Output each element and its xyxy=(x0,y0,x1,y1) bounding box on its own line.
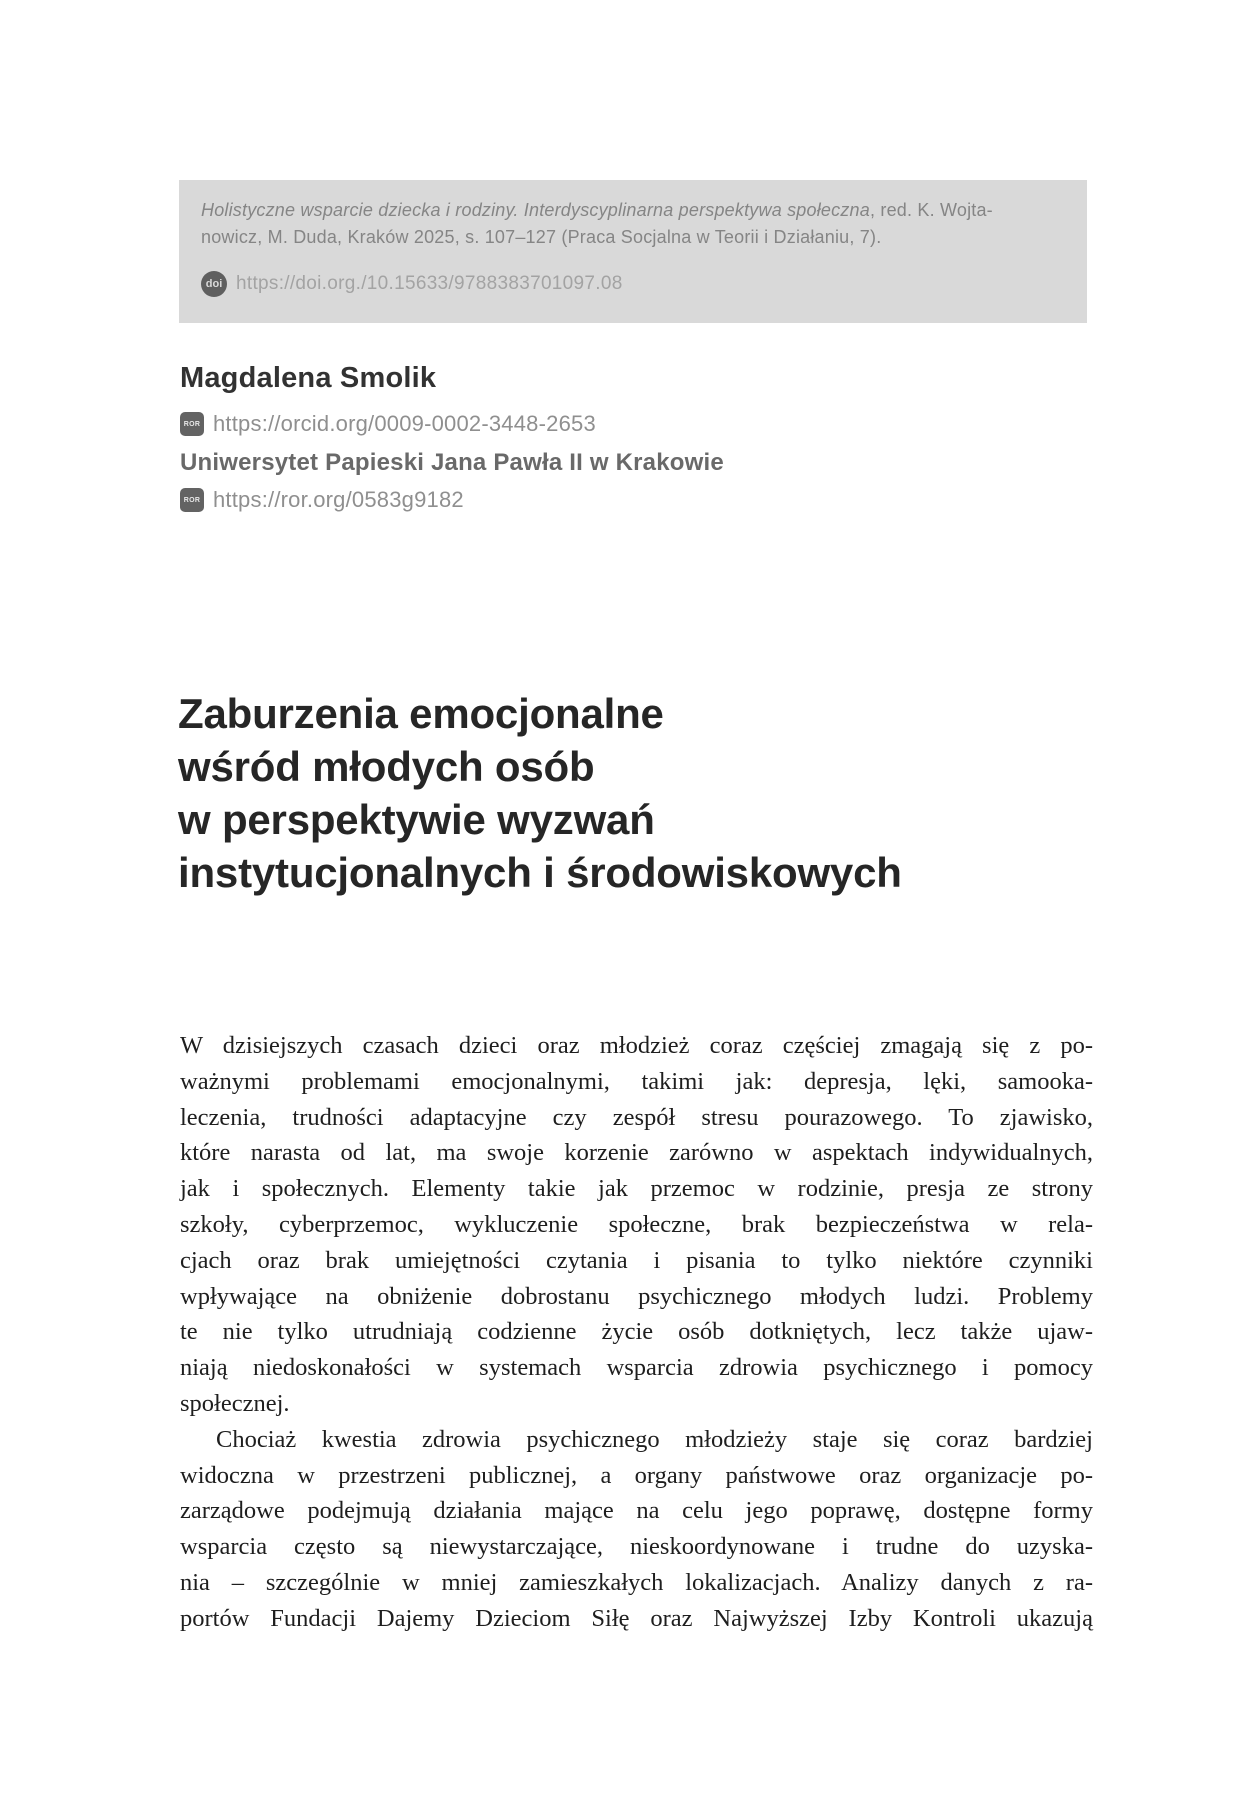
citation-line-1 xyxy=(201,197,1065,224)
body-line: cjach oraz brak umiejętności czytania i pisania to tylko niektóre czynniki xyxy=(180,1246,1093,1274)
body-line: szkoły, cyberprzemoc, wykluczenie społeczne, brak bezpieczeństwa w rela- xyxy=(180,1210,1093,1238)
body-text xyxy=(180,1028,1093,1637)
doi-row xyxy=(201,271,1065,297)
body-line: zarządowe podejmują działania mające na celu jego poprawę, dostępne formy xyxy=(180,1497,1093,1525)
author-name: Magdalena Smolik xyxy=(180,362,437,394)
chapter-title-line: instytucjonalnych i środowiskowych xyxy=(178,849,902,896)
citation-editors-part: , red. K. Wojta- xyxy=(869,200,993,220)
orcid-icon[interactable]: ROR xyxy=(180,412,204,436)
author-affiliation: Uniwersytet Papieski Jana Pawła II w Krakowie xyxy=(180,449,724,476)
body-line: portów Fundacji Dajemy Dzieciom Siłę oraz Najwyższej Izby Kontroli ukazują xyxy=(180,1604,1093,1632)
body-line: W dzisiejszych czasach dzieci oraz młodzież coraz częściej zmagają się z po- xyxy=(180,1032,1093,1059)
orcid-row[interactable] xyxy=(180,411,596,437)
citation-box xyxy=(179,180,1087,323)
ror-link[interactable]: https://ror.org/0583g9182 xyxy=(213,487,464,512)
doi-link[interactable]: https://doi.org./10.15633/9788383701097.08 xyxy=(236,273,623,294)
body-line: niają niedoskonałości w systemach wsparcia zdrowia psychicznego i pomocy xyxy=(180,1354,1093,1382)
orcid-link[interactable]: https://orcid.org/0009-0002-3448-2653 xyxy=(213,411,596,436)
body-line: które narasta od lat, ma swoje korzenie zarówno w aspektach indywidualnych, xyxy=(180,1139,1093,1167)
body-line: społecznej. xyxy=(180,1389,290,1417)
doi-icon[interactable]: doi xyxy=(201,271,227,297)
body-line: wsparcia często są niewystarczające, nieskoordynowane i trudne do uzyska- xyxy=(180,1533,1093,1561)
body-line: widoczna w przestrzeni publicznej, a organy państwowe oraz organizacje po- xyxy=(180,1461,1093,1489)
chapter-title-line: wśród młodych osób xyxy=(178,743,595,790)
ror-row[interactable] xyxy=(180,487,464,513)
body-line: Chociaż kwestia zdrowia psychicznego młodzieży staje się coraz bardziej xyxy=(216,1425,1093,1453)
body-line: leczenia, trudności adaptacyjne czy zespół stresu pourazowego. To zjawisko, xyxy=(180,1103,1093,1131)
citation-line-2: nowicz, M. Duda, Kraków 2025, s. 107–127 (Praca Socjalna w Teorii i Działaniu, 7). xyxy=(201,227,882,247)
body-line: wpływające na obniżenie dobrostanu psychicznego młodych ludzi. Problemy xyxy=(180,1282,1093,1310)
body-line: nia – szczególnie w mniej zamieszkałych lokalizacjach. Analizy danych z ra- xyxy=(180,1568,1093,1596)
body-line: ważnymi problemami emocjonalnymi, takimi jak: depresja, lęki, samooka- xyxy=(180,1067,1093,1095)
ror-icon[interactable]: ROR xyxy=(180,488,204,512)
body-line: jak i społecznych. Elementy takie jak przemoc w rodzinie, presja ze strony xyxy=(180,1175,1093,1203)
chapter-title-line: Zaburzenia emocjonalne xyxy=(178,690,664,737)
chapter-title-line: w perspektywie wyzwań xyxy=(178,796,655,843)
body-line: te nie tylko utrudniają codzienne życie osób dotkniętych, lecz także ujaw- xyxy=(180,1318,1093,1346)
citation-book-title: Holistyczne wsparcie dziecka i rodziny. Interdyscyplinarna perspektywa społeczna xyxy=(201,200,870,220)
chapter-title xyxy=(178,687,1128,899)
